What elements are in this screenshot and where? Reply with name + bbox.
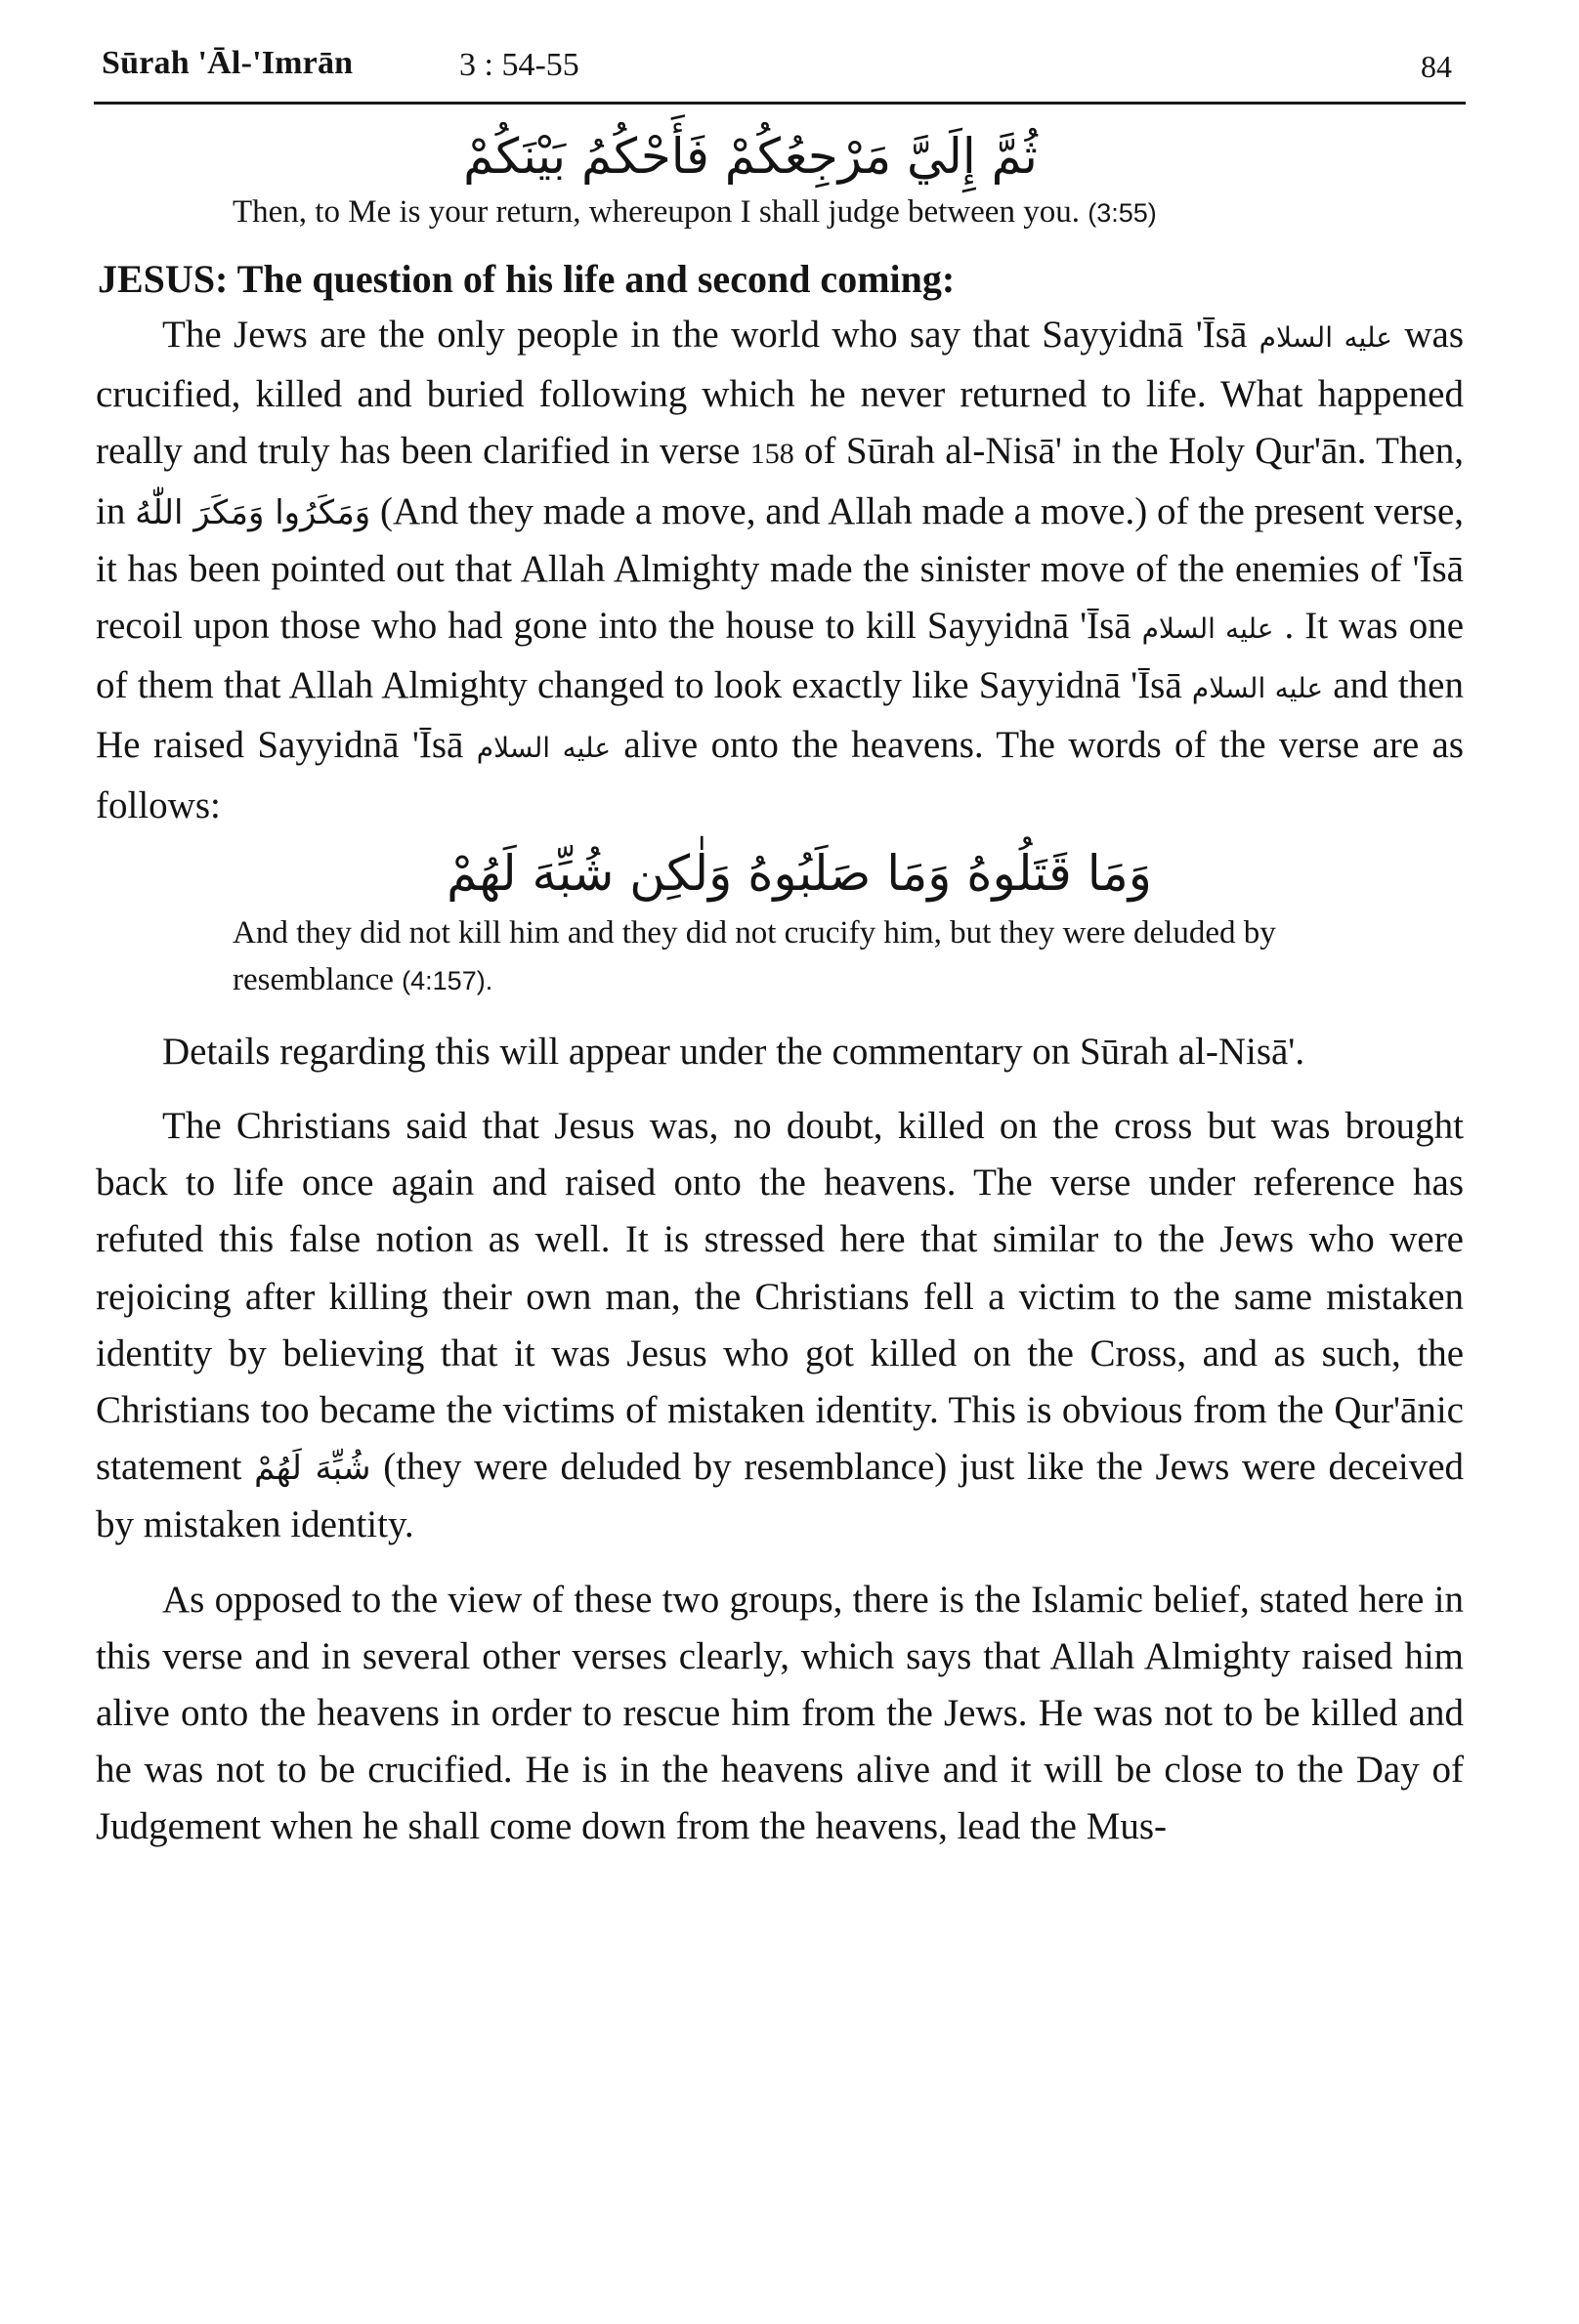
book-page — [94, 45, 1466, 1856]
running-header — [94, 45, 1466, 107]
text-run: and then He raised Sayyidnā 'Īsā — [96, 664, 1464, 767]
arabic-verse-4-157: وَمَا قَتَلُوهُ وَمَا صَلَبُوهُ وَلٰكِن شُبِّهَ لَهُمْ — [447, 844, 1152, 902]
paragraph-christian-view — [94, 1098, 1466, 1554]
honorific-arabic: عليه السلام — [1259, 321, 1392, 354]
section-heading: JESUS: The question of his life and second coming: — [98, 257, 956, 301]
verse-translation-4-157 — [233, 909, 1348, 1004]
verse-translation-3-55 — [233, 189, 1348, 236]
page-number: 84 — [1421, 49, 1452, 84]
honorific-arabic: عليه السلام — [1191, 672, 1324, 705]
arabic-phrase-makaru: وَمَكَرُوا وَمَكَرَ اللّٰهُ — [135, 492, 371, 532]
honorific-arabic: عليه السلام — [1141, 613, 1274, 646]
text-run: . It was one of them that Allah Almighty changed to look exactly like Sayyidnā 'Īsā — [96, 605, 1465, 707]
text-run: (they were deluded by resemblance) just like the Jews were deceived by mistaken identity. — [96, 1446, 1465, 1546]
verse-reference: 3 : 54-55 — [459, 47, 579, 83]
surah-title: Sūrah 'Āl-'Imrān — [102, 45, 354, 81]
text-run: was crucified, killed and buried following which he never returned to life. What happened really and truly has been clarified in verse — [96, 314, 1465, 473]
verse-number: 158 — [749, 438, 794, 471]
translation-text: And they did not kill him and they did not crucify him, but they were deluded by resemblance — [233, 914, 1276, 997]
translation-text: Then, to Me is your return, whereupon I shall judge between you. — [233, 194, 1080, 230]
verse-citation: (4:157). — [402, 965, 493, 995]
verse-citation: (3:55) — [1088, 198, 1157, 228]
text-run: The Christians said that Jesus was, no doubt, killed on the cross but was brought back to life once again and raised onto the heavens. The verse under reference has refuted this false notion as well. It is stressed here that similar to the Jews who were rejoicing after killing their own man, the Christians fell a victim to the same mistaken identity by believing that it was Jesus who got killed on the Cross, and as such, the Christians too became the victims of mistaken identity. This is obvious from the Qur'ānic statement — [96, 1105, 1464, 1489]
honorific-arabic: عليه السلام — [476, 732, 612, 765]
paragraph-details-note: Details regarding this will appear under the commentary on Sūrah al-Nisā'. — [162, 1030, 1305, 1073]
paragraph-jews-view — [94, 307, 1466, 834]
text-run: The Jews are the only people in the world who say that Sayyidnā 'Īsā — [162, 314, 1248, 356]
text-run: alive onto the heavens. The words of the verse are as follows: — [96, 724, 1465, 826]
arabic-verse-3-55: ثُمَّ إِلَيَّ مَرْجِعُكُمْ فَأَحْكُمُ بَيْنَكُمْ — [463, 128, 1038, 185]
text-run: (And they made a move, and Allah made a move.) of the present verse, it has been pointed out that Allah Almighty made the sinister move of the enemies of 'Īsā recoil upon those who had gone into the house to kill Sayyidnā 'Īsā — [96, 489, 1465, 648]
paragraph-islamic-belief: As opposed to the view of these two groups, there is the Islamic belief, stated here in this verse and in several other verses clearly, which says that Allah Almighty raised him alive onto the heavens in order to rescue him from the Jews. He was not to be killed and he was not to be crucified. He is in the heavens alive and it will be close to the Day of Judgement when he shall come down from the heavens, lead the Mus- — [96, 1578, 1464, 1848]
text-run: of Sūrah al-Nisā' in the Holy Qur'ān. Then, in — [96, 430, 1465, 532]
arabic-phrase-shubbiha: شُبِّهَ لَهُمْ — [254, 1449, 371, 1489]
header-rule — [94, 102, 1466, 105]
